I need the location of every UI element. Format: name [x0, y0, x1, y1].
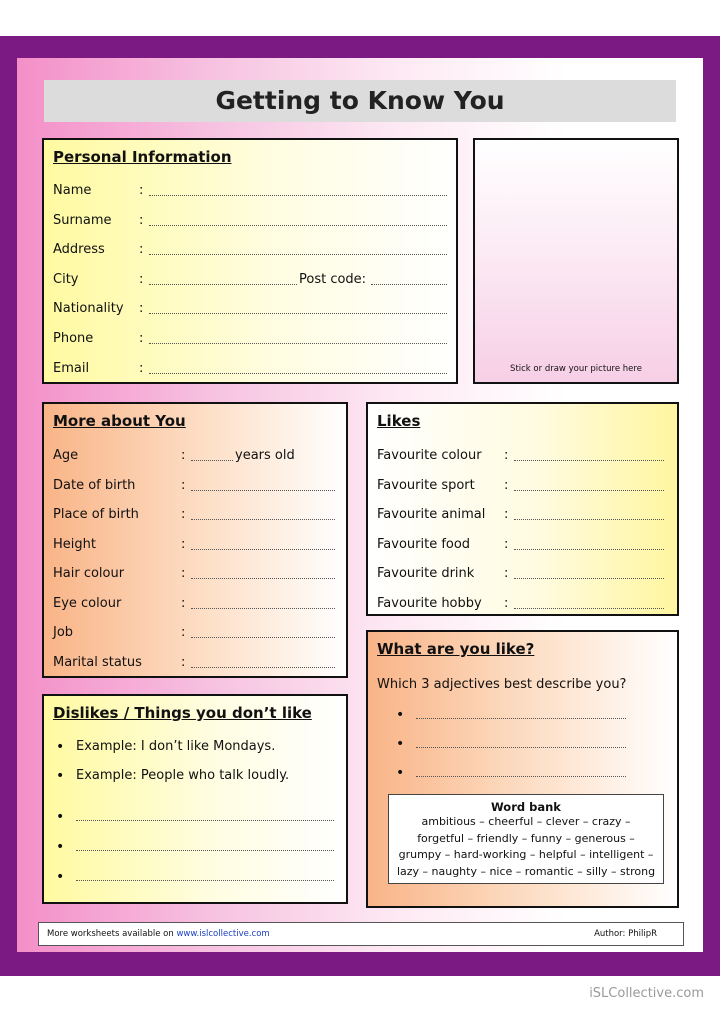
likes-favourite-food-row	[377, 536, 686, 554]
personal-phone-answer-line[interactable]	[149, 343, 447, 344]
bullet-icon: •	[56, 839, 65, 855]
colon: :	[139, 242, 144, 258]
personal-nationality-answer-line[interactable]	[149, 313, 447, 314]
likes-box	[366, 402, 679, 616]
likes-favourite-colour-row	[377, 447, 686, 465]
colon: :	[139, 360, 144, 376]
bullet-icon: •	[56, 869, 65, 885]
dislikes-heading: Dislikes / Things you don’t like	[53, 704, 312, 722]
colon: :	[181, 566, 186, 581]
personal-surname-row	[53, 212, 465, 230]
personal-address-row	[53, 241, 465, 259]
likes-favourite-food-label: Favourite food	[377, 536, 471, 552]
about-hair-colour-label: Hair colour	[53, 566, 125, 581]
likes-favourite-colour-label: Favourite colour	[377, 448, 482, 463]
colon: :	[139, 331, 144, 346]
about-place-of-birth-answer-line[interactable]	[191, 519, 335, 520]
colon: :	[504, 507, 509, 522]
personal-name-answer-line[interactable]	[149, 195, 447, 196]
likes-favourite-drink-answer-line[interactable]	[514, 578, 664, 579]
colon: :	[181, 448, 186, 463]
post-code-label: Post code:	[299, 271, 367, 287]
about-age-row	[53, 447, 355, 465]
colon: :	[181, 507, 186, 522]
likes-favourite-hobby-row	[377, 595, 686, 613]
word-bank-title: Word bank	[491, 800, 561, 814]
colon: :	[139, 212, 144, 228]
about-job-label: Job	[53, 625, 74, 640]
footer-worksheets-text: More worksheets available on www.islcollective.com	[47, 929, 270, 939]
likes-favourite-sport-label: Favourite sport	[377, 477, 475, 493]
picture-box[interactable]	[473, 138, 679, 384]
what-are-you-like-box: What are you like? Which 3 adjectives best describe you? • • • Word bank ambitious – cheerful – clever – crazy – forgetful – friendly – funny – generous – grumpy – hard-working – helpful – intelligent – lazy – naughty – nice – romantic – silly – strong	[366, 630, 679, 908]
personal-city-row	[53, 271, 465, 289]
personal-city-answer-line[interactable]	[149, 284, 297, 285]
bullet-icon: •	[56, 768, 65, 784]
personal-address-label: Address	[53, 242, 105, 258]
picture-note: Stick or draw your picture here	[510, 364, 642, 374]
colon: :	[139, 271, 144, 287]
colon: :	[139, 183, 144, 198]
about-age-answer-line[interactable]	[191, 460, 233, 461]
personal-email-row	[53, 360, 465, 378]
about-hair-colour-answer-line[interactable]	[191, 578, 335, 579]
bullet-icon: •	[56, 809, 65, 825]
about-marital-status-label: Marital status	[53, 654, 142, 670]
personal-surname-answer-line[interactable]	[149, 225, 447, 226]
colon: :	[504, 595, 509, 611]
colon: :	[181, 477, 186, 493]
about-date-of-birth-row	[53, 477, 355, 495]
personal-phone-row	[53, 330, 465, 348]
footer-author: Author: PhilipR	[594, 929, 657, 939]
personal-name-label: Name	[53, 183, 92, 198]
likes-favourite-colour-answer-line[interactable]	[514, 460, 664, 461]
about-age-label: Age	[53, 448, 79, 463]
colon: :	[504, 566, 509, 581]
likes-favourite-drink-label: Favourite drink	[377, 566, 475, 581]
about-marital-status-row	[53, 654, 355, 672]
personal-surname-label: Surname	[53, 212, 112, 228]
word-bank-line: ambitious – cheerful – clever – crazy –	[421, 815, 631, 828]
word-bank	[388, 794, 664, 884]
bullet-icon: •	[56, 739, 65, 755]
about-height-label: Height	[53, 536, 96, 552]
dislike-example-text: Example: People who talk loudly.	[76, 768, 290, 783]
about-job-row	[53, 624, 355, 642]
likes-favourite-hobby-label: Favourite hobby	[377, 595, 482, 611]
title-bar	[44, 80, 676, 122]
about-job-answer-line[interactable]	[191, 637, 335, 638]
dislike-example-text: Example: I don’t like Mondays.	[76, 739, 276, 754]
personal-name-row	[53, 182, 465, 200]
personal-phone-label: Phone	[53, 331, 94, 346]
likes-favourite-drink-row	[377, 565, 686, 583]
colon: :	[504, 448, 509, 463]
colon: :	[139, 301, 144, 317]
dislikes-box	[42, 694, 348, 904]
what-are-you-like-heading: What are you like?	[377, 640, 535, 658]
colon: :	[181, 595, 186, 611]
about-eye-colour-row	[53, 595, 355, 613]
brand-watermark: iSLCollective.com	[589, 986, 704, 1001]
colon: :	[181, 654, 186, 670]
about-height-answer-line[interactable]	[191, 549, 335, 550]
colon: :	[504, 477, 509, 493]
likes-favourite-sport-row	[377, 477, 686, 495]
about-marital-status-answer-line[interactable]	[191, 667, 335, 668]
colon: :	[181, 536, 186, 552]
personal-information-box	[42, 138, 458, 384]
about-hair-colour-row	[53, 565, 355, 583]
more-about-you-heading: More about You	[53, 412, 186, 430]
years-old-label: years old	[235, 448, 295, 463]
personal-nationality-row	[53, 300, 465, 318]
footer-bar	[38, 922, 684, 946]
likes-heading: Likes	[377, 412, 421, 430]
about-date-of-birth-answer-line[interactable]	[191, 490, 335, 491]
personal-email-label: Email	[53, 360, 90, 376]
word-bank-line: forgetful – friendly – funny – generous –	[417, 831, 635, 845]
likes-favourite-food-answer-line[interactable]	[514, 549, 664, 550]
likes-favourite-animal-answer-line[interactable]	[514, 519, 664, 520]
likes-favourite-hobby-answer-line[interactable]	[514, 608, 664, 609]
about-eye-colour-answer-line[interactable]	[191, 608, 335, 609]
about-place-of-birth-label: Place of birth	[53, 507, 139, 522]
page-title: Getting to Know You	[215, 86, 505, 115]
about-place-of-birth-row	[53, 506, 355, 524]
personal-information-heading: Personal Information	[53, 148, 232, 166]
colon: :	[504, 536, 509, 552]
about-date-of-birth-label: Date of birth	[53, 477, 136, 493]
likes-favourite-animal-row	[377, 506, 686, 524]
colon: :	[181, 625, 186, 640]
about-eye-colour-label: Eye colour	[53, 595, 122, 611]
likes-favourite-sport-answer-line[interactable]	[514, 490, 664, 491]
personal-address-answer-line[interactable]	[149, 254, 447, 255]
footer-link[interactable]: www.islcollective.com	[176, 929, 270, 939]
personal-city-label: City	[53, 271, 79, 287]
more-about-you-box	[42, 402, 348, 678]
personal-nationality-label: Nationality	[53, 301, 124, 317]
about-height-row	[53, 536, 355, 554]
post-code-answer-line[interactable]	[371, 284, 447, 285]
personal-email-answer-line[interactable]	[149, 373, 447, 374]
word-bank-line: lazy – naughty – nice – romantic – silly – strong	[396, 864, 656, 878]
word-bank-line: grumpy – hard-working – helpful – intelligent –	[398, 848, 654, 861]
likes-favourite-animal-label: Favourite animal	[377, 507, 486, 522]
